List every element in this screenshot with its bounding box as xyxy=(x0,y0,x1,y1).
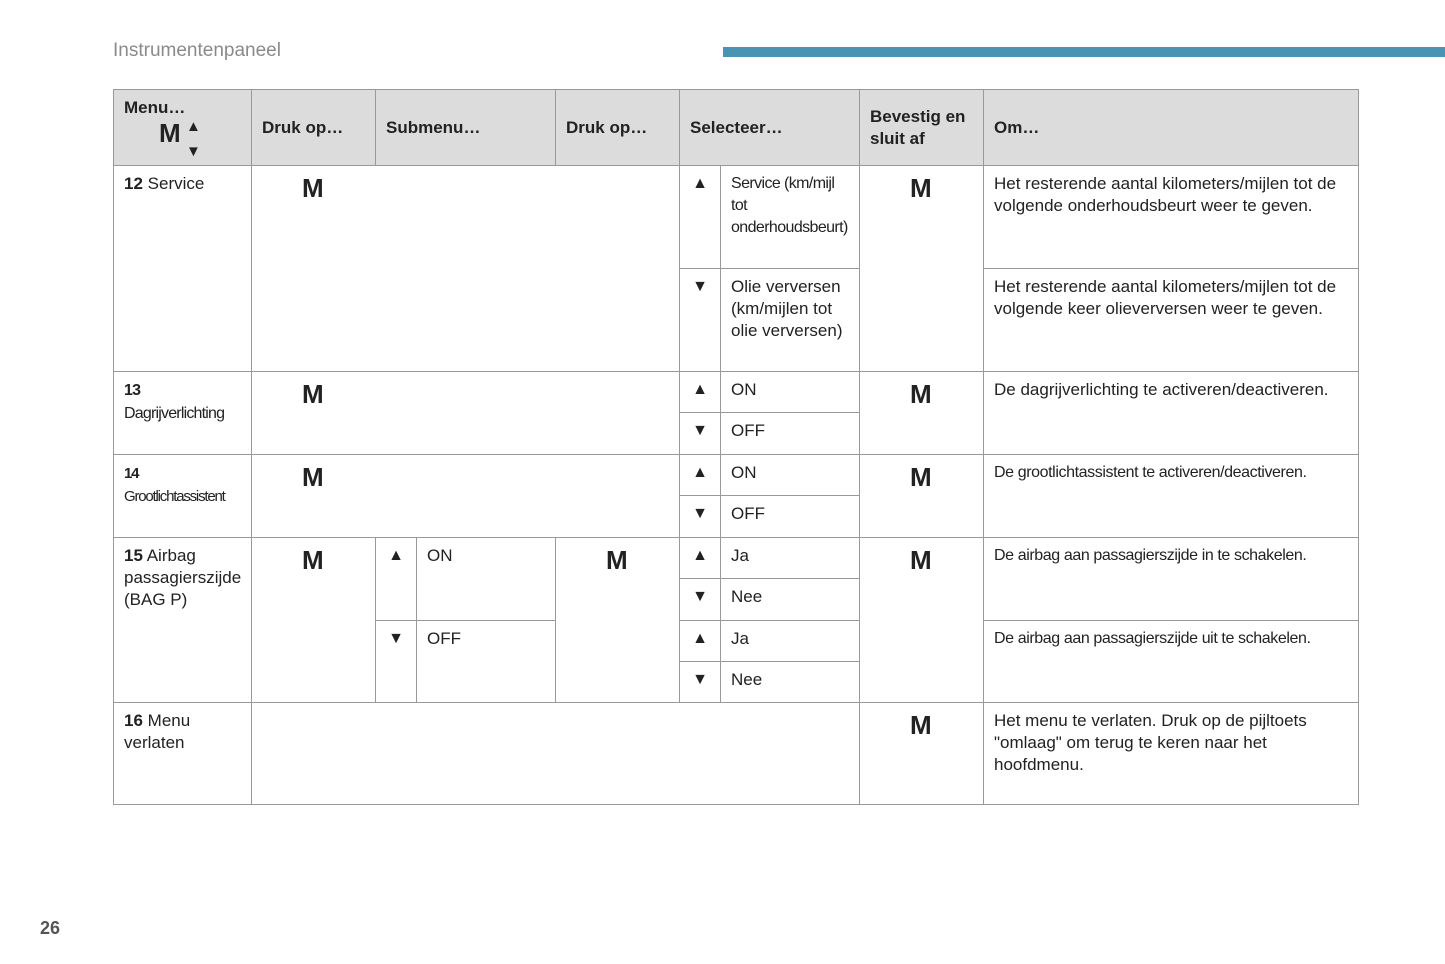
arrow-up-icon: ▲ xyxy=(375,537,417,621)
page-number: 26 xyxy=(40,918,61,938)
arrow-up-icon: ▲ xyxy=(679,537,721,579)
row-13-menu xyxy=(113,371,252,455)
arrow-up-icon: ▲ xyxy=(679,454,721,496)
header-om xyxy=(983,89,1359,166)
row-14-press-m: M xyxy=(251,454,680,538)
row-14-description: De grootlichtassistent te activeren/deactiveren. xyxy=(983,454,1359,538)
row-number: 16 xyxy=(124,711,143,730)
header-menu-label: Menu… xyxy=(124,98,186,117)
header-menu xyxy=(113,89,252,166)
row-label: Dagrijverlichting xyxy=(124,405,225,422)
arrow-down-icon: ▼ xyxy=(679,578,721,621)
row-16-confirm-m: M xyxy=(859,702,984,805)
arrow-up-icon: ▲ xyxy=(186,118,201,135)
row-label: Menu verlaten xyxy=(124,711,191,752)
row-15-press-m-1: M xyxy=(251,537,376,703)
row-15-option-nee-1: Nee xyxy=(720,578,860,621)
row-label: Grootlichtassistent xyxy=(124,488,225,505)
row-13-press-m: M xyxy=(251,371,680,455)
row-16-empty xyxy=(251,702,860,805)
row-15-menu xyxy=(113,537,252,703)
header-selecteer xyxy=(679,89,860,166)
header-selecteer-label: Selecteer… xyxy=(690,117,783,137)
row-15-option-nee-2: Nee xyxy=(720,661,860,703)
row-number: 13 xyxy=(124,382,141,399)
row-label: Airbag passagierszijde (BAG P) xyxy=(124,546,242,609)
row-12-menu xyxy=(113,165,252,372)
header-druk-op-2 xyxy=(555,89,680,166)
row-13-option-off: OFF xyxy=(720,412,860,455)
row-12-description-1: Het resterende aantal kilometers/mijlen tot de volgende onderhoudsbeurt weer te geven. xyxy=(983,165,1359,269)
row-12-press-m: M xyxy=(251,165,680,372)
row-12-description-2: Het resterende aantal kilometers/mijlen tot de volgende keer olieverversen weer te geven. xyxy=(983,268,1359,372)
row-15-option-ja-2: Ja xyxy=(720,620,860,662)
row-12-option-olie: Olie verversen (km/mijlen tot olie verversen) xyxy=(720,268,860,372)
arrow-down-icon: ▼ xyxy=(679,495,721,538)
row-12-option-service: Service (km/mijl tot onderhoudsbeurt) xyxy=(720,165,860,269)
arrow-down-icon: ▼ xyxy=(679,268,721,372)
row-number: 12 xyxy=(124,174,143,193)
row-15-submenu-off: OFF xyxy=(416,620,556,703)
header-druk-op-1-label: Druk op… xyxy=(262,117,344,137)
row-13-confirm-m: M xyxy=(859,371,984,455)
row-12-confirm-m: M xyxy=(859,165,984,372)
header-submenu xyxy=(375,89,556,166)
menu-table xyxy=(113,89,1359,805)
header-om-label: Om… xyxy=(994,117,1040,137)
arrow-down-icon: ▼ xyxy=(375,620,417,703)
arrow-up-icon: ▲ xyxy=(679,371,721,413)
row-13-description: De dagrijverlichting te activeren/deactiveren. xyxy=(983,371,1359,455)
m-key-icon: M xyxy=(159,118,181,148)
row-16-menu xyxy=(113,702,252,805)
arrow-down-icon: ▼ xyxy=(186,143,201,160)
row-number: 14 xyxy=(124,465,139,482)
header-bevestig xyxy=(859,89,984,166)
row-14-confirm-m: M xyxy=(859,454,984,538)
header-submenu-label: Submenu… xyxy=(386,117,481,137)
row-15-press-m-2: M xyxy=(555,537,680,703)
header-bevestig-label: Bevestig en sluit af xyxy=(870,106,966,148)
row-14-option-off: OFF xyxy=(720,495,860,538)
header-accent-bar xyxy=(723,47,1445,57)
arrow-down-icon: ▼ xyxy=(679,412,721,455)
arrow-up-icon: ▲ xyxy=(679,620,721,662)
row-14-menu xyxy=(113,454,252,538)
row-15-submenu-on: ON xyxy=(416,537,556,621)
row-15-confirm-m: M xyxy=(859,537,984,703)
row-15-description-2: De airbag aan passagierszijde uit te schakelen. xyxy=(983,620,1359,703)
row-label: Service xyxy=(147,174,205,193)
row-number: 15 xyxy=(124,546,143,565)
arrow-down-icon: ▼ xyxy=(679,661,721,703)
row-15-description-1: De airbag aan passagierszijde in te schakelen. xyxy=(983,537,1359,621)
page-title: Instrumentenpaneel xyxy=(113,40,281,61)
row-15-option-ja-1: Ja xyxy=(720,537,860,579)
row-16-description: Het menu te verlaten. Druk op de pijltoets "omlaag" om terug te keren naar het hoofdmenu. xyxy=(983,702,1359,805)
header-druk-op-2-label: Druk op… xyxy=(566,117,648,137)
row-13-option-on: ON xyxy=(720,371,860,413)
header-druk-op-1 xyxy=(251,89,376,166)
row-14-option-on: ON xyxy=(720,454,860,496)
arrow-up-icon: ▲ xyxy=(679,165,721,269)
